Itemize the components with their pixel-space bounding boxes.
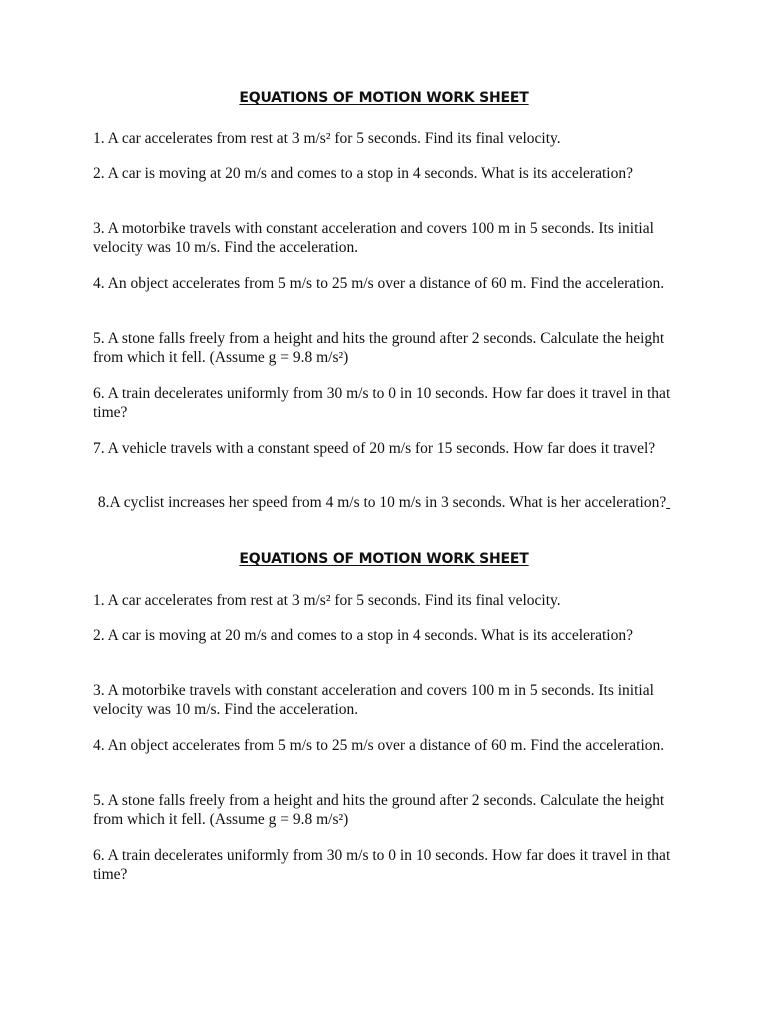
question-4: 4. An object accelerates from 5 m/s to 25 m/s over a distance of 60 m. Find the acceleration. [93,275,665,292]
worksheet-title-repeat: EQUATIONS OF MOTION WORK SHEET [239,551,529,567]
question-1: 1. A car accelerates from rest at 3 m/s² for 5 seconds. Find its final velocity. [93,130,561,147]
question-3-repeat: 3. A motorbike travels with constant acceleration and covers 100 m in 5 seconds. Its initial velocity was 10 m/s. Find the acceleration. [93,682,654,718]
question-4-repeat: 4. An object accelerates from 5 m/s to 25 m/s over a distance of 60 m. Find the acceleration. [93,737,665,754]
question-8 [93,491,675,514]
question-2-repeat: 2. A car is moving at 20 m/s and comes to a stop in 4 seconds. What is its acceleration? [93,627,633,644]
question-3: 3. A motorbike travels with constant acceleration and covers 100 m in 5 seconds. Its initial velocity was 10 m/s. Find the acceleration. [93,220,654,256]
question-6: 6. A train decelerates uniformly from 30 m/s to 0 in 10 seconds. How far does it travel in that time? [93,385,671,421]
question-5-repeat: 5. A stone falls freely from a height and hits the ground after 2 seconds. Calculate the height from which it fell. (Assume g = 9.8 m/s²) [93,792,665,828]
worksheet-title: EQUATIONS OF MOTION WORK SHEET [239,90,529,106]
question-6-repeat: 6. A train decelerates uniformly from 30 m/s to 0 in 10 seconds. How far does it travel in that time? [93,847,671,883]
question-7: 7. A vehicle travels with a constant speed of 20 m/s for 15 seconds. How far does it travel? [93,440,656,457]
underline-mark [666,494,670,511]
question-5: 5. A stone falls freely from a height and hits the ground after 2 seconds. Calculate the height from which it fell. (Assume g = 9.8 m/s²) [93,330,665,366]
question-8-text: 8.A cyclist increases her speed from 4 m/s to 10 m/s in 3 seconds. What is her acceleration? [97,494,667,511]
question-2: 2. A car is moving at 20 m/s and comes to a stop in 4 seconds. What is its acceleration? [93,165,633,182]
question-1-repeat: 1. A car accelerates from rest at 3 m/s² for 5 seconds. Find its final velocity. [93,592,561,609]
